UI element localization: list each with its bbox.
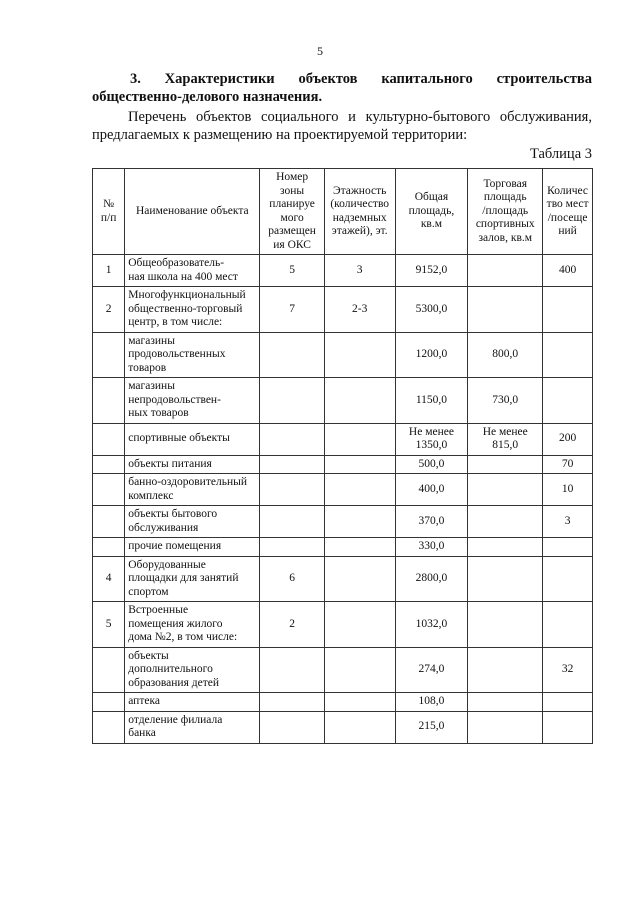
cell-col-name: аптека bbox=[125, 693, 260, 712]
header-col-trade-area: Торговая площадь /площадь спортивных залов, кв.м bbox=[468, 169, 543, 255]
cell-col-area: 9152,0 bbox=[395, 255, 468, 287]
cell-col-zone: 7 bbox=[260, 287, 324, 333]
cell-col-name: прочие помещения bbox=[125, 538, 260, 557]
cell-col-places bbox=[543, 711, 593, 743]
cell-col-name: Многофункциональный общественно-торговый центр, в том числе: bbox=[125, 287, 260, 333]
cell-col-places: 70 bbox=[543, 455, 593, 474]
cell-col-zone bbox=[260, 506, 324, 538]
cell-col-zone bbox=[260, 332, 324, 378]
table-caption: Таблица 3 bbox=[529, 146, 592, 162]
intro-paragraph bbox=[92, 108, 592, 144]
cell-col-places bbox=[543, 602, 593, 648]
cell-col-zone: 6 bbox=[260, 556, 324, 602]
cell-col-zone bbox=[260, 455, 324, 474]
cell-col-zone bbox=[260, 538, 324, 557]
cell-col-name: объекты питания bbox=[125, 455, 260, 474]
cell-col-zone bbox=[260, 474, 324, 506]
table-row bbox=[93, 474, 593, 506]
heading-word: строительства bbox=[496, 71, 592, 87]
table-row bbox=[93, 332, 593, 378]
cell-col-floors bbox=[324, 693, 395, 712]
cell-col-number bbox=[93, 711, 125, 743]
cell-col-places bbox=[543, 693, 593, 712]
cell-col-floors bbox=[324, 602, 395, 648]
heading-word: капитального bbox=[381, 71, 473, 87]
header-col-floors: Этажность (количество надземных этажей), эт. bbox=[324, 169, 395, 255]
cell-col-trade-area bbox=[468, 538, 543, 557]
table-row bbox=[93, 255, 593, 287]
cell-col-trade-area bbox=[468, 455, 543, 474]
cell-col-places: 10 bbox=[543, 474, 593, 506]
cell-col-number: 4 bbox=[93, 556, 125, 602]
cell-col-places: 400 bbox=[543, 255, 593, 287]
table-row bbox=[93, 647, 593, 693]
intro-word: культурно-бытового bbox=[365, 109, 491, 125]
cell-col-zone bbox=[260, 647, 324, 693]
header-col-zone: Номер зоны планируе мого размещен ия ОКС bbox=[260, 169, 324, 255]
table-row bbox=[93, 538, 593, 557]
cell-col-area: 1032,0 bbox=[395, 602, 468, 648]
cell-col-number: 2 bbox=[93, 287, 125, 333]
cell-col-floors: 2-3 bbox=[324, 287, 395, 333]
cell-col-trade-area bbox=[468, 255, 543, 287]
cell-col-number bbox=[93, 474, 125, 506]
cell-col-name: объекты дополнительного образования детей bbox=[125, 647, 260, 693]
cell-col-area: 274,0 bbox=[395, 647, 468, 693]
cell-col-zone bbox=[260, 711, 324, 743]
cell-col-places: 3 bbox=[543, 506, 593, 538]
cell-col-area: 330,0 bbox=[395, 538, 468, 557]
cell-col-name: спортивные объекты bbox=[125, 423, 260, 455]
cell-col-places bbox=[543, 332, 593, 378]
cell-col-places: 32 bbox=[543, 647, 593, 693]
heading-word: 3. bbox=[130, 71, 141, 87]
cell-col-places: 200 bbox=[543, 423, 593, 455]
cell-col-area: 215,0 bbox=[395, 711, 468, 743]
cell-col-name: Встроенные помещения жилого дома №2, в том числе: bbox=[125, 602, 260, 648]
cell-col-floors bbox=[324, 556, 395, 602]
cell-col-number: 5 bbox=[93, 602, 125, 648]
cell-col-area: Не менее 1350,0 bbox=[395, 423, 468, 455]
cell-col-zone: 5 bbox=[260, 255, 324, 287]
cell-col-places bbox=[543, 287, 593, 333]
cell-col-trade-area bbox=[468, 556, 543, 602]
cell-col-trade-area bbox=[468, 287, 543, 333]
cell-col-area: 108,0 bbox=[395, 693, 468, 712]
cell-col-floors bbox=[324, 538, 395, 557]
intro-word: обслуживания, bbox=[499, 109, 592, 125]
cell-col-area: 500,0 bbox=[395, 455, 468, 474]
cell-col-trade-area bbox=[468, 711, 543, 743]
cell-col-floors bbox=[324, 423, 395, 455]
cell-col-name: магазины непродовольствен- ных товаров bbox=[125, 378, 260, 424]
intro-line2: предлагаемых к размещению на проектируемой территории: bbox=[92, 127, 468, 143]
heading-word: объектов bbox=[298, 71, 358, 87]
header-col-area: Общая площадь, кв.м bbox=[395, 169, 468, 255]
cell-col-places bbox=[543, 378, 593, 424]
table-row bbox=[93, 378, 593, 424]
cell-col-floors: 3 bbox=[324, 255, 395, 287]
intro-word: и bbox=[348, 109, 356, 125]
table-row bbox=[93, 455, 593, 474]
cell-col-floors bbox=[324, 474, 395, 506]
cell-col-area: 370,0 bbox=[395, 506, 468, 538]
heading-word: Характеристики bbox=[164, 71, 275, 87]
cell-col-zone bbox=[260, 423, 324, 455]
cell-col-trade-area bbox=[468, 474, 543, 506]
cell-col-number: 1 bbox=[93, 255, 125, 287]
section-heading-line2: общественно-делового назначения. bbox=[92, 89, 323, 105]
cell-col-number bbox=[93, 693, 125, 712]
cell-col-number bbox=[93, 506, 125, 538]
cell-col-number bbox=[93, 378, 125, 424]
cell-col-number bbox=[93, 538, 125, 557]
cell-col-trade-area bbox=[468, 602, 543, 648]
table-row bbox=[93, 693, 593, 712]
cell-col-number bbox=[93, 423, 125, 455]
table-row bbox=[93, 602, 593, 648]
cell-col-area: 400,0 bbox=[395, 474, 468, 506]
table-row bbox=[93, 506, 593, 538]
cell-col-floors bbox=[324, 711, 395, 743]
cell-col-places bbox=[543, 538, 593, 557]
cell-col-trade-area: Не менее 815,0 bbox=[468, 423, 543, 455]
cell-col-area: 2800,0 bbox=[395, 556, 468, 602]
cell-col-trade-area: 800,0 bbox=[468, 332, 543, 378]
intro-word: Перечень bbox=[128, 109, 187, 125]
section-heading bbox=[92, 70, 592, 106]
cell-col-name: объекты бытового обслуживания bbox=[125, 506, 260, 538]
cell-col-trade-area bbox=[468, 647, 543, 693]
cell-col-number bbox=[93, 332, 125, 378]
header-col-name: Наименование объекта bbox=[125, 169, 260, 255]
table-row bbox=[93, 287, 593, 333]
objects-table bbox=[92, 168, 593, 744]
header-col-places: Количес тво мест /посеще ний bbox=[543, 169, 593, 255]
cell-col-zone: 2 bbox=[260, 602, 324, 648]
cell-col-floors bbox=[324, 506, 395, 538]
cell-col-area: 5300,0 bbox=[395, 287, 468, 333]
table-header-row bbox=[93, 169, 593, 255]
cell-col-name: Общеобразователь- ная школа на 400 мест bbox=[125, 255, 260, 287]
cell-col-area: 1150,0 bbox=[395, 378, 468, 424]
cell-col-number bbox=[93, 647, 125, 693]
cell-col-name: Оборудованные площадки для занятий спортом bbox=[125, 556, 260, 602]
page-number: 5 bbox=[317, 44, 323, 58]
intro-word: социального bbox=[261, 109, 339, 125]
intro-word: объектов bbox=[196, 109, 252, 125]
cell-col-floors bbox=[324, 378, 395, 424]
cell-col-name: магазины продовольственных товаров bbox=[125, 332, 260, 378]
cell-col-name: отделение филиала банка bbox=[125, 711, 260, 743]
cell-col-number bbox=[93, 455, 125, 474]
table-row bbox=[93, 556, 593, 602]
cell-col-floors bbox=[324, 455, 395, 474]
cell-col-floors bbox=[324, 647, 395, 693]
table-row bbox=[93, 711, 593, 743]
cell-col-zone bbox=[260, 378, 324, 424]
cell-col-zone bbox=[260, 693, 324, 712]
cell-col-places bbox=[543, 556, 593, 602]
header-col-number: № п/п bbox=[93, 169, 125, 255]
cell-col-trade-area: 730,0 bbox=[468, 378, 543, 424]
cell-col-trade-area bbox=[468, 506, 543, 538]
table-row bbox=[93, 423, 593, 455]
cell-col-name: банно-оздоровительный комплекс bbox=[125, 474, 260, 506]
cell-col-trade-area bbox=[468, 693, 543, 712]
cell-col-area: 1200,0 bbox=[395, 332, 468, 378]
cell-col-floors bbox=[324, 332, 395, 378]
